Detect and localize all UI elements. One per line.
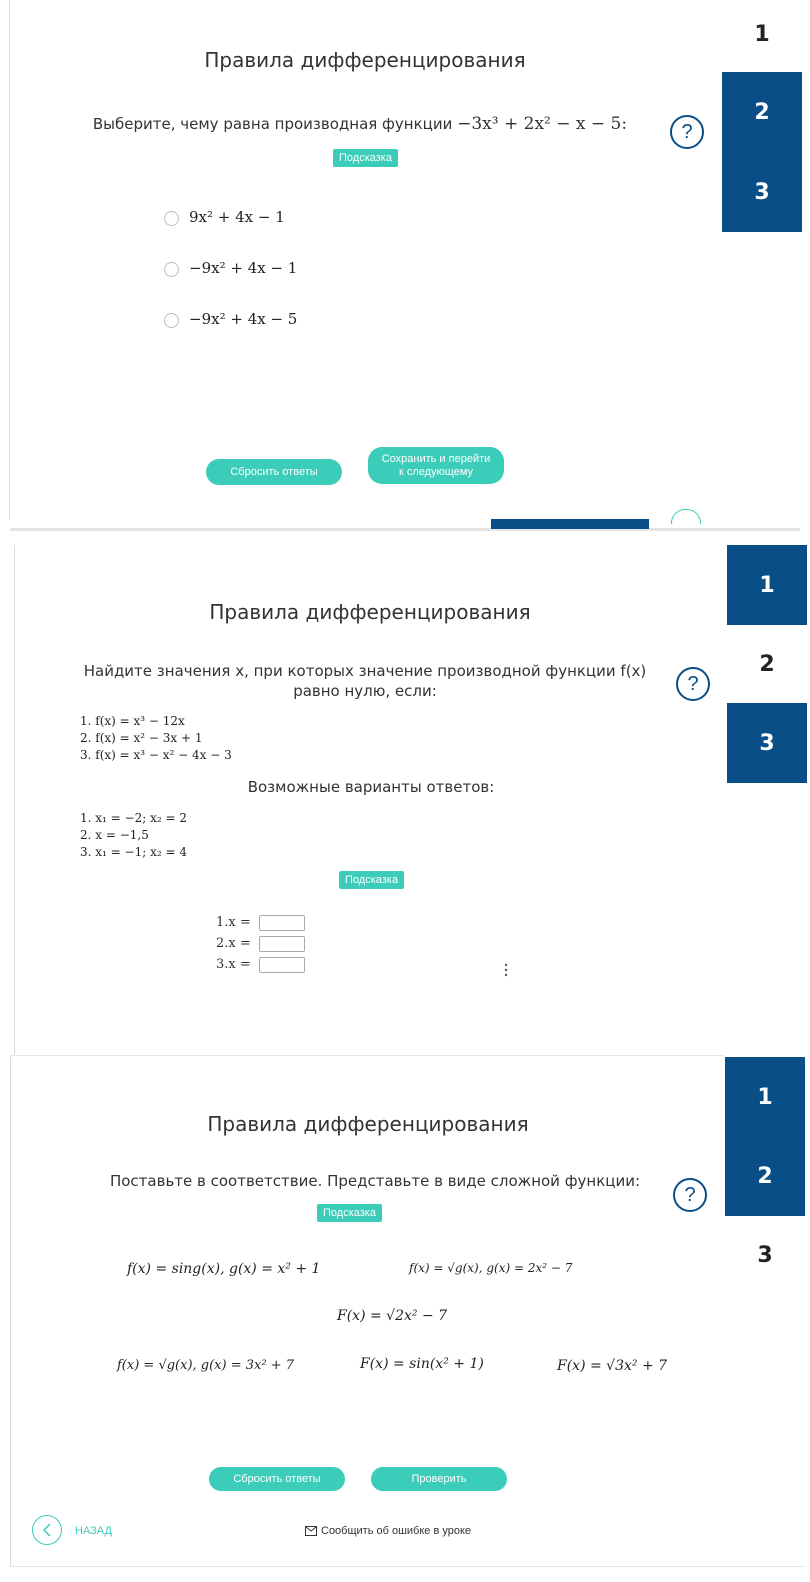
- check-button[interactable]: Проверить: [371, 1467, 507, 1491]
- slide-3-question: Поставьте в соответствие. Представьте в виде сложной функции:: [109, 1172, 641, 1190]
- hint-button[interactable]: Подсказка: [333, 149, 398, 167]
- nav-step-3[interactable]: 3: [722, 152, 802, 232]
- option-radio-2[interactable]: [164, 262, 179, 277]
- nav-step-1[interactable]: 1: [754, 21, 770, 47]
- input-label-1: 1.x =: [216, 915, 251, 930]
- answers-list: [80, 810, 187, 861]
- question-line-2: равно нулю, если:: [293, 682, 437, 700]
- back-link[interactable]: НАЗАД: [75, 1525, 112, 1537]
- function-item: 3. f(x) = x³ − x² − 4x − 3: [80, 748, 232, 762]
- match-item-b[interactable]: f(x) = √g(x), g(x) = 2x² − 7: [409, 1261, 573, 1275]
- option-radio-3[interactable]: [164, 313, 179, 328]
- help-icon[interactable]: ?: [670, 115, 704, 149]
- slide-1: [10, 0, 722, 520]
- hint-button[interactable]: Подсказка: [317, 1204, 382, 1222]
- resize-handle-icon[interactable]: [504, 963, 508, 977]
- slide-2-question: [60, 661, 670, 701]
- help-icon[interactable]: ?: [676, 667, 710, 701]
- question-text: Выберите, чему равна производная функции: [92, 115, 453, 133]
- match-item-c[interactable]: F(x) = √2x² − 7: [337, 1308, 448, 1324]
- slide-2-left-border: [14, 545, 15, 1055]
- mail-icon: [305, 1526, 317, 1536]
- option-label-2: −9x² + 4x − 1: [189, 259, 298, 277]
- option-label-3: −9x² + 4x − 5: [189, 310, 298, 328]
- nav-step-3[interactable]: 3: [757, 1242, 773, 1268]
- slide-1-question: [60, 114, 660, 134]
- question-formula: −3x³ + 2x² − x − 5:: [457, 114, 628, 134]
- match-item-e[interactable]: F(x) = sin(x² + 1): [360, 1356, 484, 1372]
- reset-answers-button[interactable]: Сбросить ответы: [206, 459, 342, 485]
- functions-list: [80, 713, 232, 764]
- question-line-1: Найдите значения x, при которых значение производной функции f(x): [83, 662, 647, 680]
- slide-1-left-border: [9, 0, 10, 520]
- answer-input-3[interactable]: [259, 957, 305, 973]
- function-item: 2. f(x) = x² − 3x + 1: [80, 731, 203, 745]
- report-error-link[interactable]: [305, 1525, 471, 1537]
- help-icon[interactable]: ?: [673, 1178, 707, 1212]
- nav-step-1[interactable]: 1: [727, 545, 807, 625]
- report-error-label: Сообщить об ошибке в уроке: [321, 1525, 472, 1537]
- option-radio-1[interactable]: [164, 211, 179, 226]
- match-item-d[interactable]: f(x) = √g(x), g(x) = 3x² + 7: [117, 1358, 294, 1373]
- input-label-3: 3.x =: [216, 957, 251, 972]
- hint-button[interactable]: Подсказка: [339, 871, 404, 889]
- slide-3-bottom-border: [10, 1566, 805, 1567]
- input-label-2: 2.x =: [216, 936, 251, 951]
- answer-item: 1. x₁ = −2; x₂ = 2: [80, 811, 187, 825]
- nav-step-1[interactable]: 1: [725, 1057, 805, 1137]
- reset-answers-button[interactable]: Сбросить ответы: [209, 1467, 345, 1491]
- back-arrow-icon[interactable]: [32, 1515, 62, 1545]
- slide-3-title: Правила дифференцирования: [207, 1112, 529, 1136]
- answer-input-2[interactable]: [259, 936, 305, 952]
- nav-step-2[interactable]: 2: [725, 1136, 805, 1216]
- option-label-1: 9x² + 4x − 1: [189, 208, 285, 226]
- match-item-f[interactable]: F(x) = √3x² + 7: [557, 1358, 668, 1374]
- answer-item: 2. x = −1,5: [80, 828, 149, 842]
- match-item-a[interactable]: f(x) = sing(x), g(x) = x² + 1: [127, 1261, 321, 1277]
- nav-step-2[interactable]: 2: [759, 651, 775, 677]
- slide-1-bottom-border: [10, 528, 800, 531]
- nav-step-2[interactable]: 2: [722, 72, 802, 152]
- answer-item: 3. x₁ = −1; x₂ = 4: [80, 845, 187, 859]
- partial-dark-bar: [491, 519, 649, 529]
- function-item: 1. f(x) = x³ − 12x: [80, 714, 185, 728]
- save-next-button[interactable]: Сохранить и перейти к следующему: [368, 447, 504, 484]
- slide-1-title: Правила дифференцирования: [204, 48, 526, 72]
- slide-2-title: Правила дифференцирования: [209, 600, 531, 624]
- slide-2-bottom-border: [10, 1055, 725, 1056]
- answers-heading: Возможные варианты ответов:: [247, 778, 495, 796]
- answer-input-1[interactable]: [259, 915, 305, 931]
- slide-3-left-border: [10, 1057, 11, 1567]
- nav-step-3[interactable]: 3: [727, 703, 807, 783]
